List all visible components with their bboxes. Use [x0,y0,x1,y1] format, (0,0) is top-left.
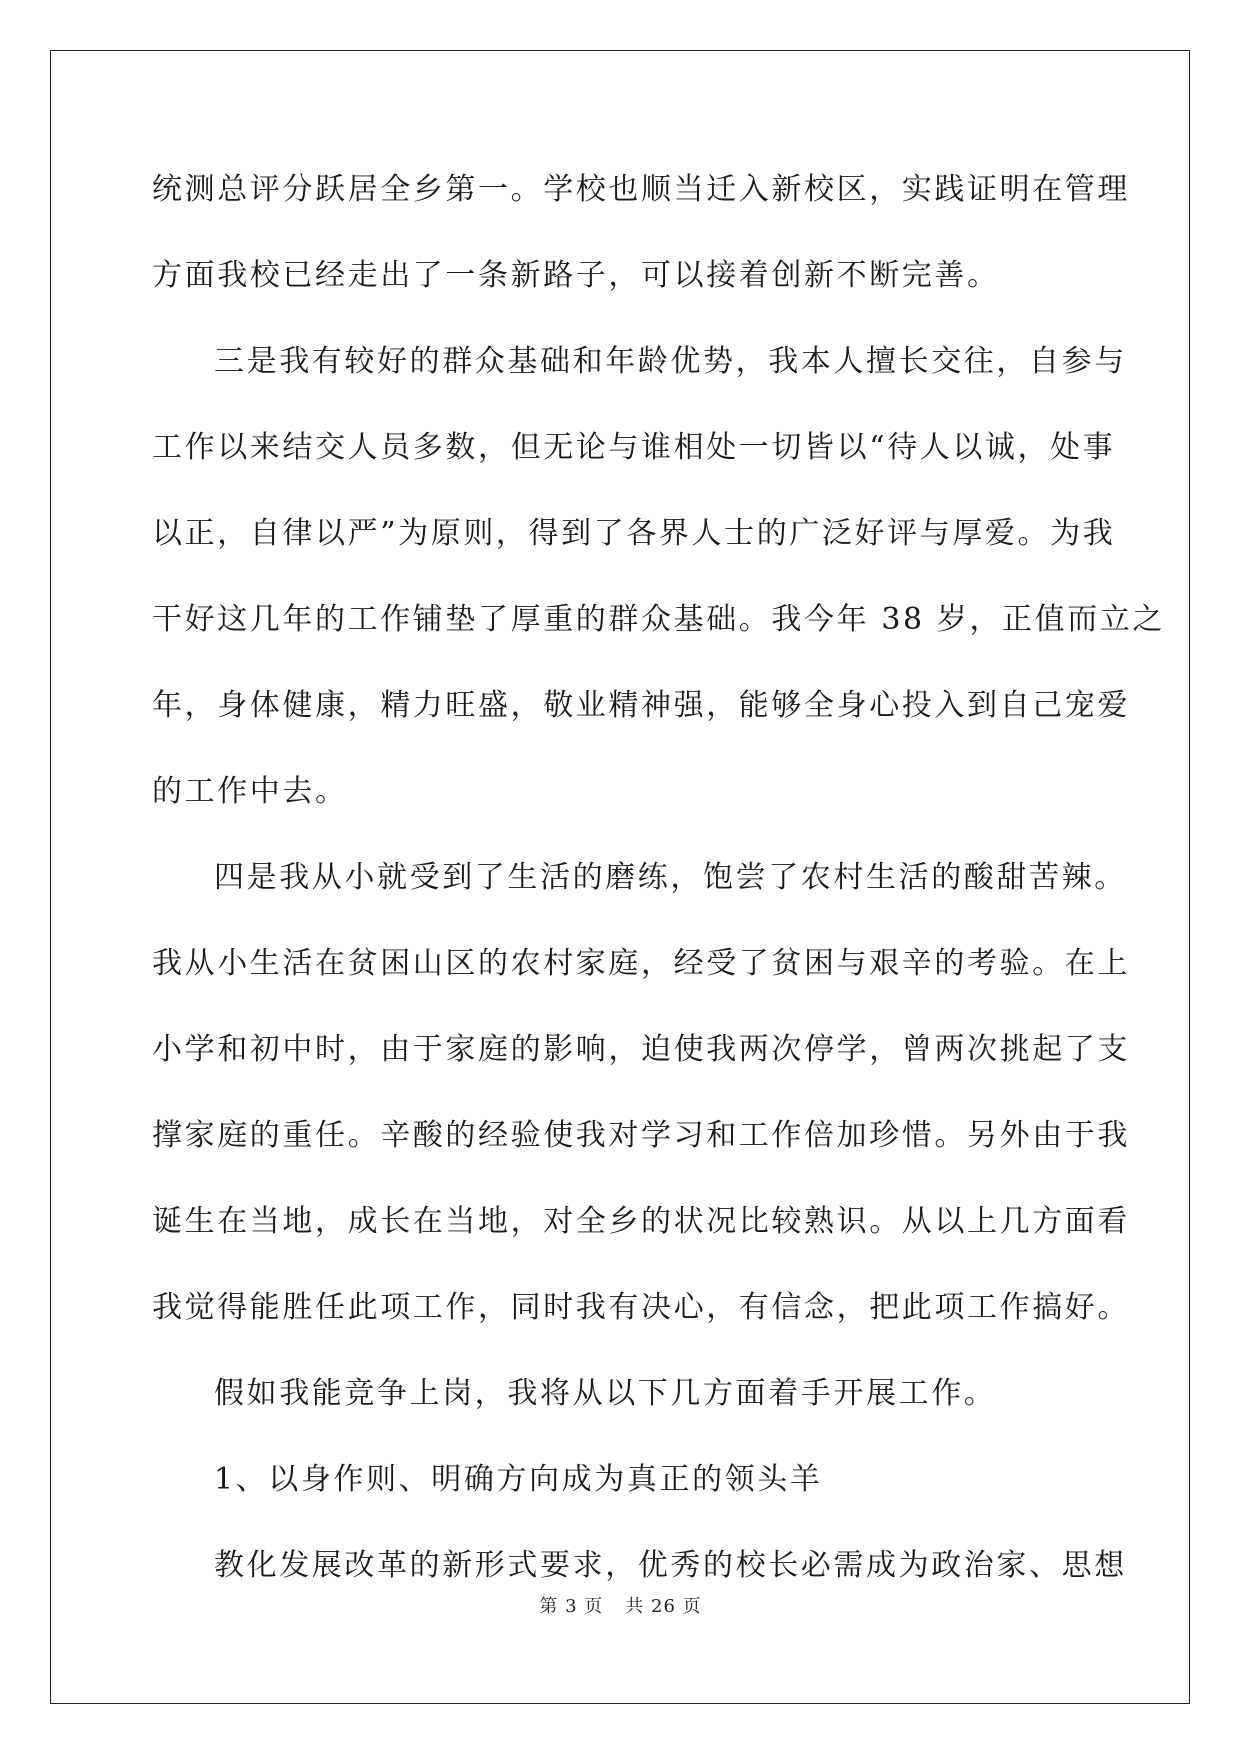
text-line: 年，身体健康，精力旺盛，敬业精神强，能够全身心投入到自己宠爱 [152,688,1130,723]
section-heading: 1、以身作则、明确方向成为真正的领头羊 [214,1462,823,1497]
paragraph-start-line: 假如我能竞争上岗，我将从以下几方面着手开展工作。 [214,1376,997,1411]
text-line: 的工作中去。 [152,774,348,809]
paragraph-start-line: 教化发展改革的新形式要求，优秀的校长必需成为政治家、思想 [214,1548,1127,1583]
paragraph-start-line: 四是我从小就受到了生活的磨练，饱尝了农村生活的酸甜苦辣。 [214,860,1127,895]
text-line: 统测总评分跃居全乡第一。学校也顺当迁入新校区，实践证明在管理 [152,172,1130,207]
text-line: 诞生在当地，成长在当地，对全乡的状况比较熟识。从以上几方面看 [152,1204,1130,1239]
text-line: 工作以来结交人员多数，但无论与谁相处一切皆以“待人以诚，处事 [152,430,1116,465]
text-line: 方面我校已经走出了一条新路子，可以接着创新不断完善。 [152,258,1000,293]
text-line: 我觉得能胜任此项工作，同时我有决心，有信念，把此项工作搞好。 [152,1290,1130,1325]
text-line: 小学和初中时，由于家庭的影响，迫使我两次停学，曾两次挑起了支 [152,1032,1130,1067]
total-pages: 共 26 页 [625,1596,702,1617]
text-line: 以正，自律以严”为原则，得到了各界人士的广泛好评与厚爱。为我 [152,516,1116,551]
paragraph-start-line: 三是我有较好的群众基础和年龄优势，我本人擅长交往，自参与 [214,344,1127,379]
text-line: 我从小生活在贫困山区的农村家庭，经受了贫困与艰辛的考验。在上 [152,946,1130,981]
text-line: 干好这几年的工作铺垫了厚重的群众基础。我今年 38 岁，正值而立之 [152,602,1166,637]
text-line: 撑家庭的重任。辛酸的经验使我对学习和工作倍加珍惜。另外由于我 [152,1118,1130,1153]
document-body [152,160,1166,1622]
page-number: 第 3 页 [539,1596,604,1617]
page-footer [0,1592,1241,1618]
